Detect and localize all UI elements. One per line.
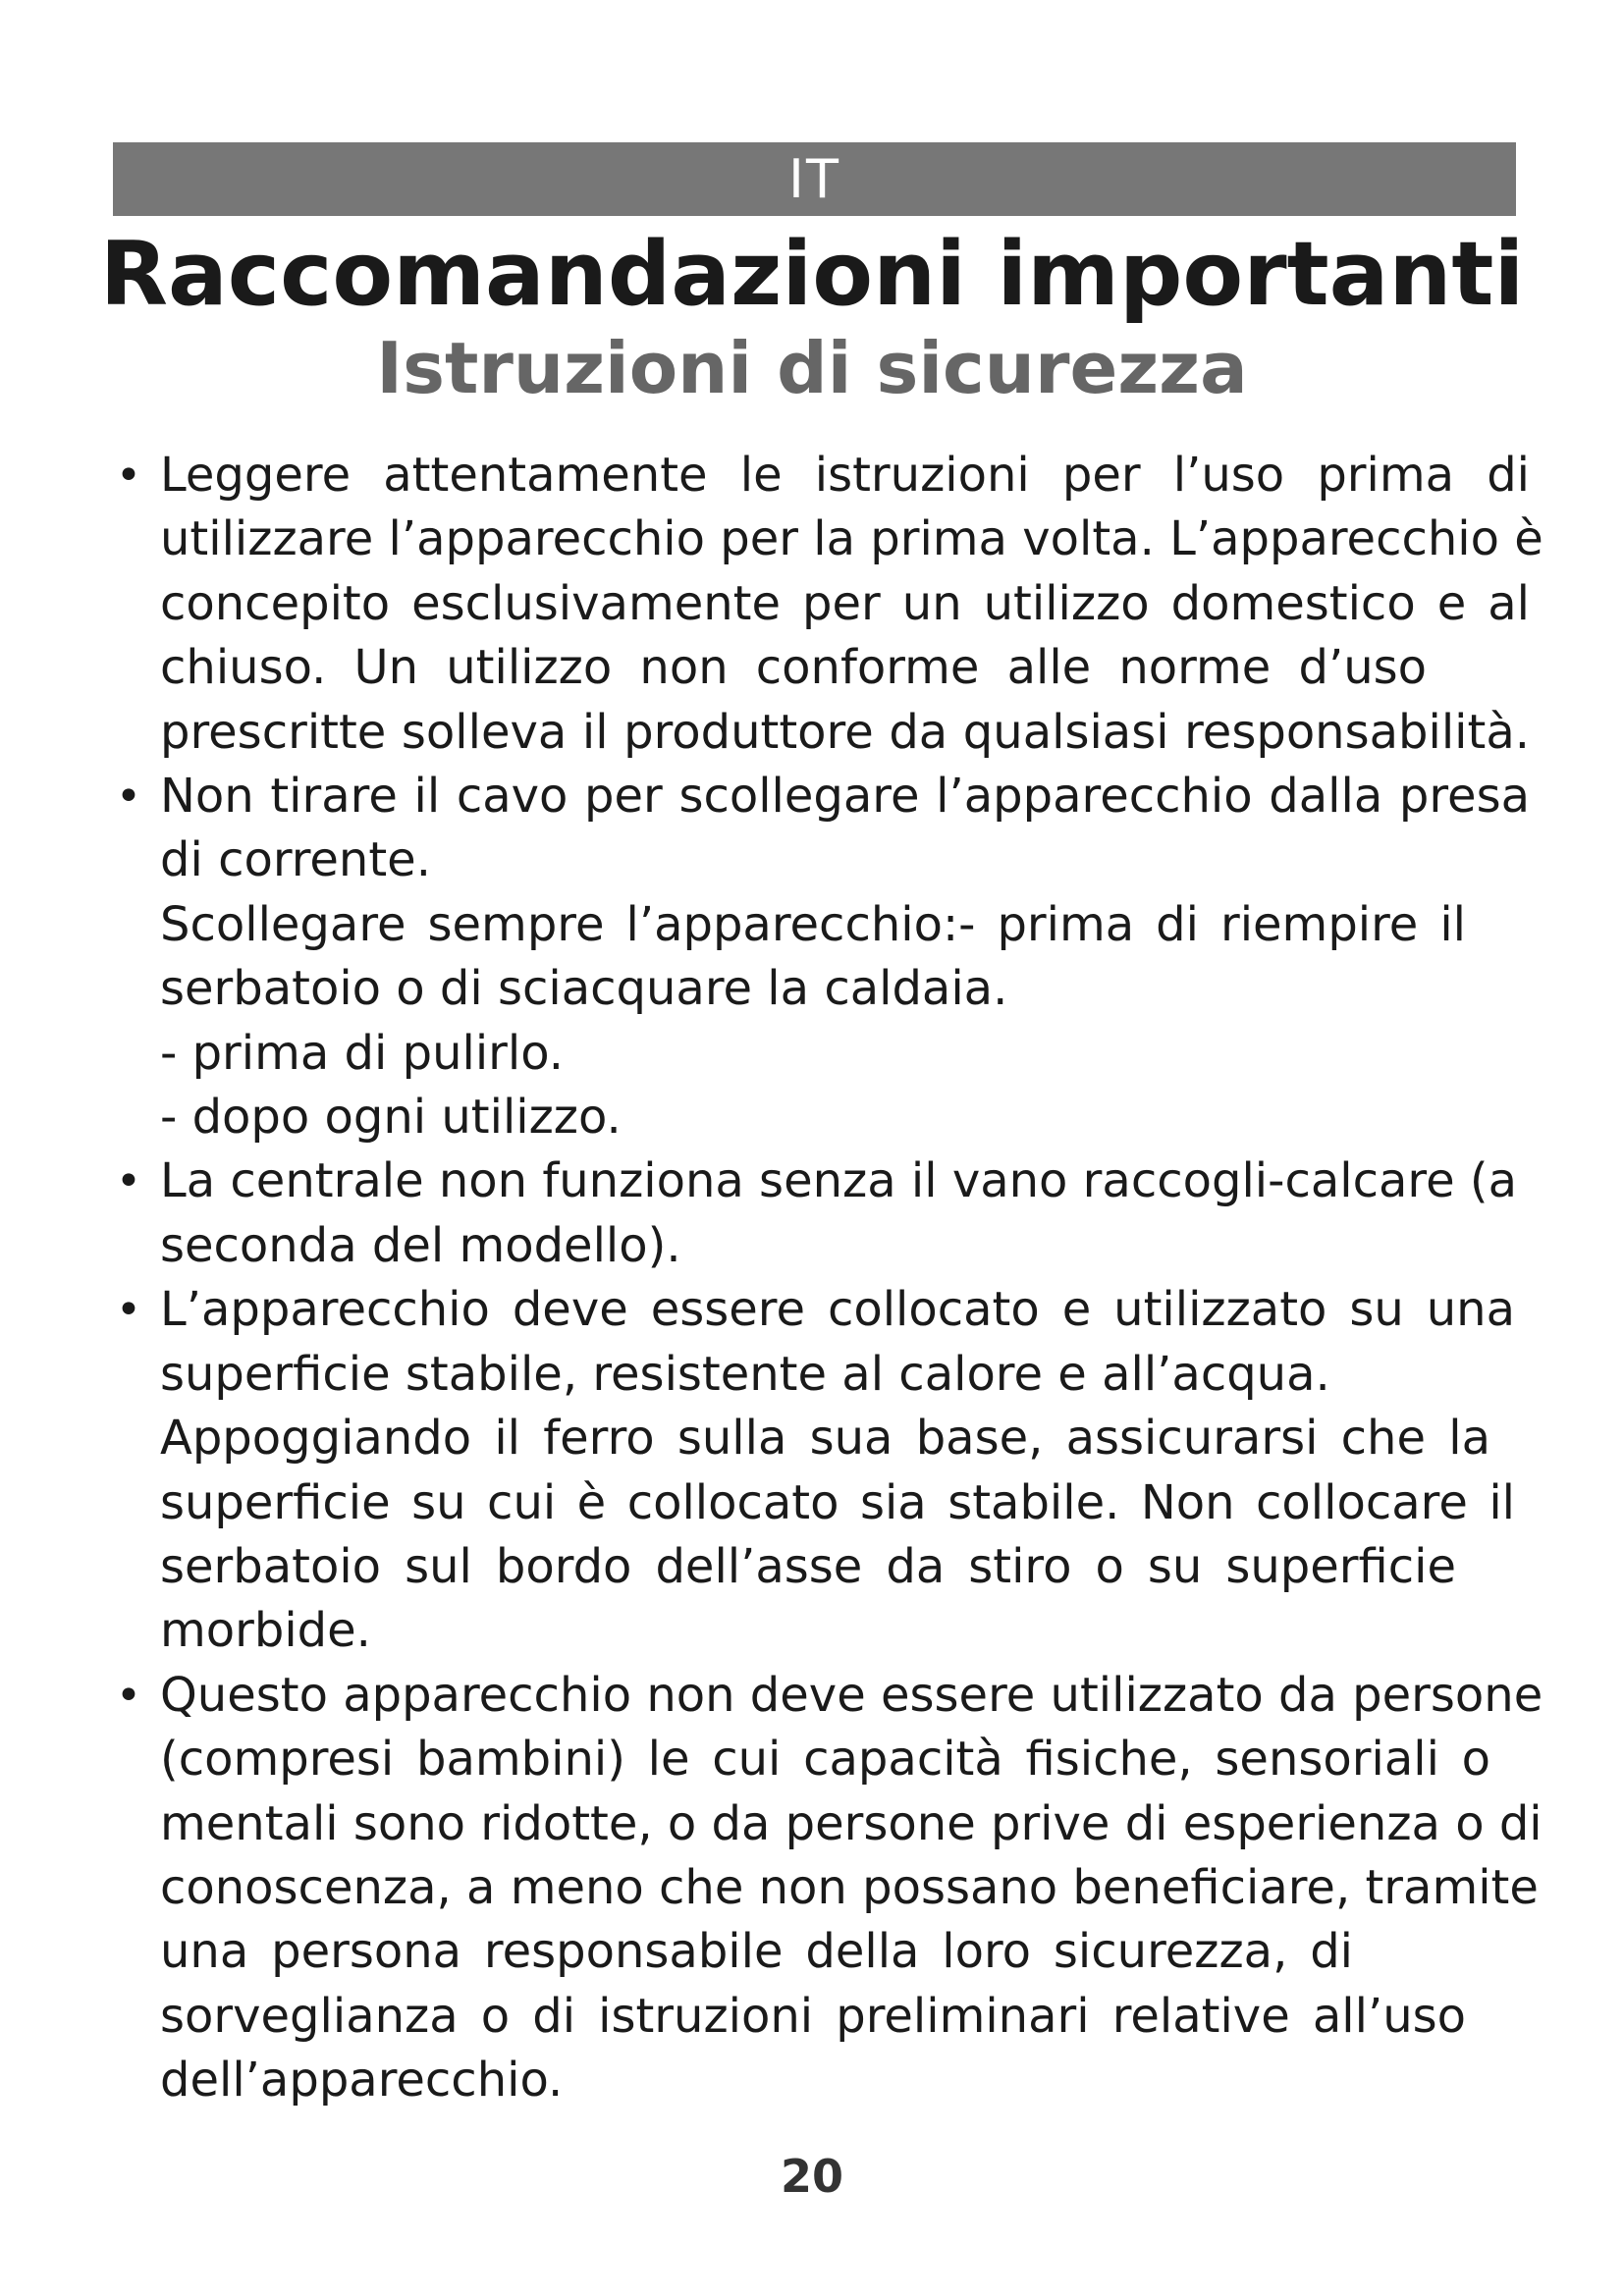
instruction-line: chiuso. Un utilizzo non conforme alle norme d’uso [160,640,1427,696]
instruction-item-scale-collector [116,1149,1530,1278]
instruction-line: conoscenza, a meno che non possano beneficiare, tramite [160,1859,1539,1915]
instruction-line: di corrente. [160,832,431,888]
instruction-line: morbide. [160,1603,371,1659]
instruction-line: L’apparecchio deve essere collocato e utilizzato su una [160,1282,1515,1338]
instruction-line: Scollegare sempre l’apparecchio:- prima di riempire il [160,896,1466,952]
instruction-line: dell’apparecchio. [160,2053,564,2109]
bullet-icon: • [116,772,141,823]
instruction-line: seconda del modello). [160,1217,681,1273]
instruction-line: - prima di pulirlo. [160,1025,565,1081]
instruction-line: prescritte solleva il produttore da qualsiasi responsabilità. [160,704,1530,760]
page-subtitle: Istruzioni di sicurezza [376,327,1248,409]
instruction-line: (compresi bambini) le cui capacità fisiche, sensoriali o [160,1732,1490,1788]
instruction-line: La centrale non funziona senza il vano raccogli-calcare (a [160,1153,1517,1209]
bullet-icon: • [116,1670,141,1721]
safety-instructions-list [116,444,1543,2113]
instruction-line: superficie su cui è collocato sia stabile. Non collocare il [160,1474,1515,1530]
instruction-line: Non tirare il cavo per scollegare l’apparecchio dalla presa [160,769,1530,825]
instruction-item-read-manual [116,444,1543,765]
instruction-line: Leggere attentamente le istruzioni per l’uso prima di [160,448,1530,503]
instruction-line: sorveglianza o di istruzioni preliminari relative all’uso [160,1988,1466,2044]
instruction-line: una persona responsabile della loro sicurezza, di [160,1924,1353,1980]
instruction-line: serbatoio sul bordo dell’asse da stiro o su superficie [160,1538,1456,1594]
instruction-line: serbatoio o di sciacquare la caldaia. [160,961,1008,1017]
instruction-item-persons-limits [116,1664,1543,2113]
bullet-icon: • [116,451,141,501]
instruction-line: utilizzare l’apparecchio per la prima volta. L’apparecchio è [160,511,1543,567]
bullet-icon: • [116,1156,141,1207]
bullet-icon: • [116,1285,141,1336]
language-code: IT [788,147,840,210]
instruction-line: superficie stabile, resistente al calore e all’acqua. [160,1346,1330,1402]
instruction-line: Appoggiando il ferro sulla sua base, assicurarsi che la [160,1411,1490,1467]
instruction-line: mentali sono ridotte, o da persone prive di esperienza o di [160,1795,1543,1851]
instruction-line: Questo apparecchio non deve essere utilizzato da persone [160,1667,1543,1723]
page-title: Raccomandazioni importanti [99,223,1525,326]
instruction-line: - dopo ogni utilizzo. [160,1090,622,1146]
instruction-item-unplug [116,765,1530,1149]
instruction-item-stable-surface [116,1278,1530,1663]
instruction-line: concepito esclusivamente per un utilizzo domestico e al [160,575,1530,631]
page-number: 20 [780,2150,843,2203]
language-banner [113,142,1516,216]
